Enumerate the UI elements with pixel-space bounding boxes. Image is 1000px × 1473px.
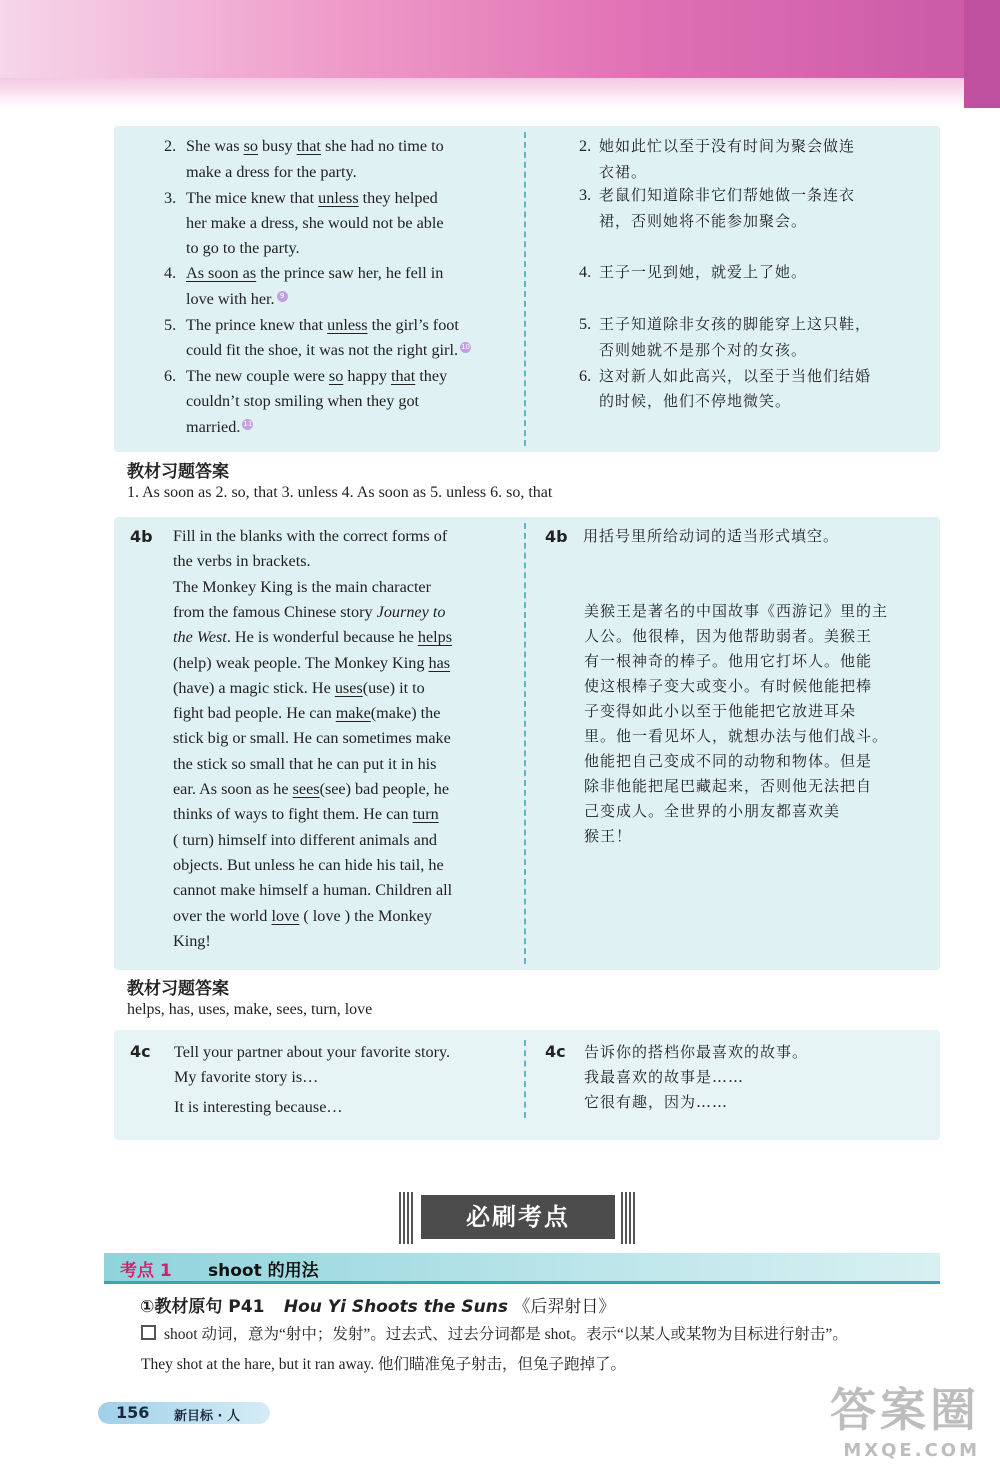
text-segment: the West	[173, 628, 227, 647]
text-segment: She was	[186, 137, 244, 155]
sentence-line	[186, 415, 253, 440]
source-label: ①教材原句 P41	[140, 1297, 265, 1317]
translation-line: 她如此忙以至于没有时间为聚会做连	[599, 137, 856, 155]
sentence-line	[186, 186, 438, 211]
source-english: Hou Yi Shoots the Suns	[283, 1297, 508, 1317]
sentence-line	[186, 261, 443, 286]
answers-line-1: 1. As soon as 2. so, that 3. unless 4. As soon as 5. unless 6. so, that	[127, 484, 553, 501]
passage-line	[173, 853, 444, 878]
passage-translation-line: 子变得如此小以至于他能把它放进耳朵	[584, 702, 857, 720]
text-segment: they	[415, 367, 448, 385]
text-segment: so	[243, 137, 258, 155]
header-fade	[0, 78, 964, 108]
task-line-zh-2: 我最喜欢的故事是……	[584, 1068, 745, 1086]
passage-line	[173, 777, 449, 802]
series-name: 新目标 · 人	[174, 1409, 240, 1424]
translation-number: 4.	[579, 263, 592, 281]
text-segment: married.	[186, 418, 241, 436]
header-corner	[964, 0, 1000, 108]
text-segment: thinks of ways to fight them. He can	[173, 805, 413, 824]
passage-translation-line: 里。他一看见坏人，就想办法与他们战斗。	[584, 727, 889, 745]
passage-line	[173, 701, 440, 726]
text-segment: turn	[412, 805, 439, 824]
passage-line	[173, 625, 452, 650]
passage-translation-line: 猴王！	[584, 827, 633, 845]
sentence-line	[186, 287, 288, 312]
passage-translation-line: 使这根棒子变大或变小。有时候他能把棒	[584, 677, 873, 695]
text-segment: As soon as	[186, 264, 257, 282]
text-segment: love with her.	[186, 290, 275, 308]
passage-translation-line: 用括号里所给动词的适当形式填空。	[583, 527, 840, 545]
translation-line: 否则她就不是那个对的女孩。	[599, 341, 808, 359]
kaodian-bar	[104, 1253, 940, 1284]
passage-line	[173, 575, 431, 600]
note-text: shoot 动词，意为“射中；发射”。过去式、过去分词都是 shot。表示“以某人或某物为目标进行射击”。	[164, 1326, 848, 1343]
text-segment: cannot make himself a human. Children all	[173, 881, 453, 900]
sentence-panel	[114, 126, 940, 452]
page-number: 156	[116, 1403, 150, 1422]
passage-line	[173, 929, 211, 954]
answers-line-2: helps, has, uses, make, sees, turn, love	[127, 1001, 373, 1018]
text-segment: unless	[318, 189, 359, 207]
text-segment: she had no time to	[320, 137, 444, 155]
translation-number: 3.	[579, 186, 592, 204]
translation-line: 衣裙。	[599, 163, 648, 181]
page-footer	[98, 1402, 270, 1424]
passage-translation-line: 己变成人。全世界的小朋友都喜欢美	[584, 802, 841, 820]
usage-note	[141, 1322, 848, 1344]
watermark-logo-text: 答案圈	[830, 1383, 980, 1437]
heading-bars-right	[621, 1192, 637, 1244]
panel-divider	[524, 1040, 526, 1118]
passage-line	[173, 651, 450, 676]
text-segment: the stick so small that he can put it in his	[173, 754, 437, 773]
passage-line	[173, 828, 437, 853]
sentence-number: 5.	[164, 316, 177, 334]
text-segment: (make) the	[370, 704, 441, 723]
sentence-line	[186, 160, 357, 185]
text-segment: has	[428, 653, 451, 672]
sentence-number: 6.	[164, 367, 177, 385]
exercise-tag-4b-zh: 4b	[545, 527, 568, 546]
text-segment: busy	[257, 137, 297, 155]
text-segment: The Monkey King is the main character	[173, 577, 432, 596]
exercise-4c-panel	[114, 1030, 940, 1140]
text-segment: the prince saw her, he fell in	[256, 264, 444, 282]
section-heading	[399, 1192, 637, 1244]
translation-line: 王子一见到她，就爱上了她。	[599, 263, 808, 281]
translation-line: 这对新人如此高兴，以至于当他们结婚	[599, 367, 872, 385]
exercise-tag-4c: 4c	[130, 1042, 151, 1061]
sentence-line	[186, 389, 419, 414]
text-segment: Journey to	[376, 602, 446, 621]
sentence-line	[186, 134, 444, 159]
note-marker-icon: 10	[461, 342, 470, 351]
text-segment: The mice knew that	[186, 189, 319, 207]
task-line-3: It is interesting because…	[174, 1098, 343, 1116]
text-segment: fight bad people. He can	[173, 704, 336, 723]
sentence-line	[186, 211, 444, 236]
answers-title-1: 教材习题答案	[127, 462, 229, 482]
passage-line	[173, 904, 432, 929]
text-segment: uses	[334, 678, 363, 697]
text-segment: to go to the party.	[186, 239, 300, 257]
passage-line	[173, 600, 445, 625]
translation-number: 5.	[579, 315, 592, 333]
sentence-number: 3.	[164, 189, 177, 207]
text-segment: that	[296, 137, 321, 155]
passage-translation-line: 人公。他很棒，因为他帮助弱者。美猴王	[584, 627, 873, 645]
translation-line: 裙，否则她将不能参加聚会。	[599, 212, 808, 230]
text-segment: The new couple were	[186, 367, 329, 385]
panel-divider	[524, 132, 526, 446]
sentence-line	[186, 364, 447, 389]
text-segment: couldn’t stop smiling when they got	[186, 392, 420, 410]
translation-line: 的时候，他们不停地微笑。	[599, 392, 792, 410]
translation-line: 王子知道除非女孩的脚能穿上这只鞋，	[599, 315, 872, 333]
text-segment: so	[328, 367, 344, 385]
passage-line	[173, 802, 439, 827]
passage-line	[173, 549, 311, 574]
passage-translation-line: 他能把自己变成不同的动物和物体。但是	[584, 752, 873, 770]
text-segment: unless	[327, 316, 368, 334]
text-segment: (use) it to	[362, 678, 425, 697]
sentence-line	[186, 236, 300, 261]
passage-translation-line: 除非他能把尾巴藏起来，否则他无法把自	[584, 777, 873, 795]
translation-number: 6.	[579, 367, 592, 385]
passage-line	[173, 676, 425, 701]
header-band	[0, 0, 1000, 78]
text-segment: Fill in the blanks with the correct forms of	[173, 527, 448, 545]
note-marker-icon: 11	[243, 419, 253, 428]
kaodian-title: shoot 的用法	[208, 1261, 319, 1281]
note-square-icon	[141, 1325, 156, 1340]
watermark-url: MXQE.COM	[843, 1440, 980, 1461]
text-segment: helps	[417, 628, 453, 647]
text-segment: love	[271, 906, 300, 925]
source-sentence	[140, 1292, 615, 1317]
note-marker-icon: 9	[277, 291, 288, 302]
example-sentence: They shot at the hare, but it ran away. 他们瞄准兔子射击，但兔子跑掉了。	[141, 1356, 627, 1373]
passage-line	[173, 878, 452, 903]
text-segment: the verbs in brackets.	[173, 552, 311, 571]
task-line-2: My favorite story is…	[174, 1068, 319, 1086]
text-segment: ear. As soon as he	[173, 780, 293, 798]
text-segment: . He is wonderful because he	[226, 628, 418, 647]
panel-divider	[524, 523, 526, 964]
kaodian-label: 考点 1	[120, 1261, 172, 1281]
text-segment: (help) weak people. The Monkey King	[173, 653, 429, 672]
answers-title-2: 教材习题答案	[127, 979, 229, 999]
exercise-tag-4b: 4b	[130, 527, 153, 546]
passage-line	[173, 524, 447, 549]
text-segment: King!	[173, 931, 211, 950]
text-segment: happy	[343, 367, 391, 385]
text-segment: they helped	[358, 189, 438, 207]
sentence-line	[186, 338, 471, 363]
text-segment: make a dress for the party.	[186, 163, 357, 181]
text-segment: ( turn) himself into different animals and	[173, 830, 438, 849]
text-segment: her make a dress, she would not be able	[186, 214, 444, 232]
passage-translation-line: 有一根神奇的棒子。他用它打坏人。他能	[584, 652, 873, 670]
translation-line: 老鼠们知道除非它们帮她做一条连衣	[599, 186, 856, 204]
text-segment: the girl’s foot	[367, 316, 459, 334]
sentence-number: 4.	[164, 264, 177, 282]
text-segment: (see) bad people, he	[319, 780, 449, 798]
text-segment: over the world	[173, 906, 272, 925]
passage-line	[173, 752, 436, 777]
task-line-zh-1: 告诉你的搭档你最喜欢的故事。	[584, 1043, 809, 1061]
passage-line	[173, 726, 451, 751]
text-segment: stick big or small. He can sometimes make	[173, 729, 451, 748]
text-segment: from the famous Chinese story	[173, 602, 377, 621]
source-chinese: 《后羿射日》	[513, 1297, 616, 1317]
translation-number: 2.	[579, 137, 592, 155]
text-segment: (have) a magic stick. He	[173, 678, 335, 697]
text-segment: objects. But unless he can hide his tail, he	[173, 855, 444, 874]
text-segment: that	[390, 367, 416, 385]
exercise-4b-panel	[114, 517, 940, 970]
text-segment: The prince knew that	[186, 316, 328, 334]
text-segment: ( love ) the Monkey	[299, 906, 432, 925]
task-line-1: Tell your partner about your favorite story.	[174, 1043, 451, 1061]
task-line-zh-3: 它很有趣，因为……	[584, 1093, 729, 1111]
exercise-tag-4c-zh: 4c	[545, 1042, 566, 1061]
passage-translation-line: 美猴王是著名的中国故事《西游记》里的主	[584, 602, 889, 620]
site-watermark	[830, 1374, 980, 1461]
sentence-line	[186, 313, 459, 338]
text-segment: could fit the shoe, it was not the right girl.	[186, 341, 458, 359]
text-segment: make	[335, 704, 371, 723]
section-heading-text: 必刷考点	[421, 1195, 615, 1239]
heading-bars-left	[399, 1192, 415, 1244]
text-segment: sees	[292, 780, 320, 798]
sentence-number: 2.	[164, 137, 177, 155]
